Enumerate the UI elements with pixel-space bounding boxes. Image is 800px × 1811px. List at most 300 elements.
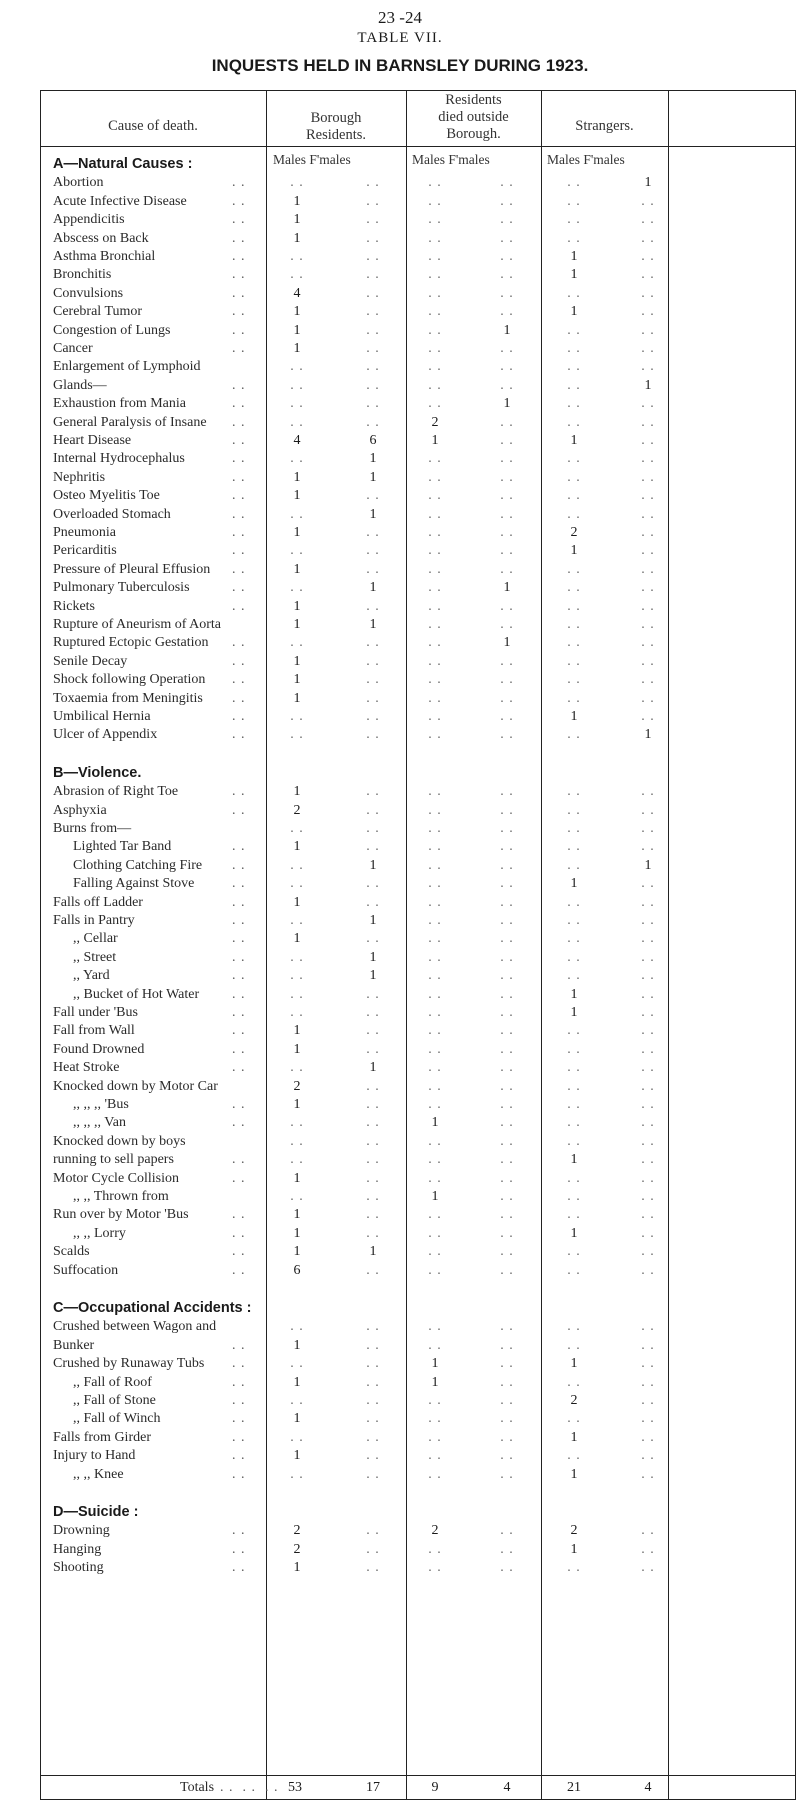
cell-outside-males: . .: [428, 1225, 442, 1241]
cell-borough-males: . .: [290, 968, 304, 984]
totals-borough-males: 53: [288, 1780, 302, 1795]
cell-strangers-females: . .: [641, 672, 655, 688]
cell-outside-males: . .: [428, 304, 442, 320]
table-row: [40, 285, 800, 302]
cell-outside-females: . .: [500, 1005, 514, 1020]
cell-strangers-males: . .: [567, 230, 581, 246]
cause-label: Abrasion of Right Toe: [53, 784, 179, 800]
cell-borough-males: 1: [293, 1448, 301, 1464]
cell-outside-males: . .: [428, 285, 442, 301]
cell-outside-males: . .: [428, 672, 442, 688]
cell-outside-females: . .: [500, 894, 514, 910]
section-title: B—Violence.: [53, 764, 142, 781]
cause-label: Injury to Hand: [53, 1448, 136, 1464]
cell-borough-females: 1: [369, 949, 377, 965]
cause-label: Asphyxia: [53, 802, 107, 818]
table-row: [40, 1022, 800, 1039]
cell-outside-males: 1: [431, 1189, 439, 1204]
cell-borough-females: . .: [366, 727, 380, 743]
cause-label: ,, Fall of Winch: [73, 1411, 161, 1427]
table-row: [40, 211, 800, 228]
table-row: [40, 598, 800, 615]
cell-strangers-females: . .: [641, 709, 655, 724]
dot-leader: . .: [232, 175, 246, 191]
cell-borough-females: . .: [366, 1411, 380, 1427]
dot-leader: . .: [232, 653, 246, 669]
cell-strangers-males: 1: [570, 1429, 578, 1445]
table-row: [40, 820, 800, 837]
cell-borough-males: . .: [290, 1152, 304, 1168]
cell-outside-females: . .: [500, 1041, 514, 1057]
cell-outside-females: . .: [500, 1170, 514, 1186]
cell-strangers-males: . .: [567, 1023, 581, 1039]
dot-leader: . .: [232, 1541, 246, 1557]
cell-strangers-males: . .: [567, 341, 581, 356]
cell-outside-females: . .: [500, 1374, 514, 1390]
cell-borough-males: 4: [293, 285, 301, 301]
cell-strangers-females: . .: [641, 561, 655, 577]
dot-leader: . .: [232, 690, 246, 706]
cell-strangers-females: . .: [641, 635, 655, 651]
cell-borough-males: 1: [293, 1041, 301, 1057]
cell-strangers-males: 1: [570, 267, 578, 283]
cell-strangers-males: . .: [567, 1411, 581, 1427]
cell-strangers-males: . .: [567, 1133, 581, 1149]
cell-outside-males: . .: [428, 1078, 442, 1094]
cell-borough-females: . .: [366, 1170, 380, 1186]
cell-borough-females: . .: [366, 212, 380, 228]
table-row: [40, 1355, 800, 1372]
cell-borough-males: 1: [293, 525, 301, 540]
table-row: [40, 1410, 800, 1427]
cell-outside-females: 1: [503, 396, 511, 412]
cell-borough-males: 1: [293, 1244, 301, 1260]
cause-label: running to sell papers: [53, 1152, 174, 1168]
table-row: [40, 322, 800, 339]
cell-outside-females: . .: [500, 1448, 514, 1464]
cell-outside-males: . .: [428, 709, 442, 724]
cell-borough-males: . .: [290, 377, 304, 393]
totals-strangers-females: 4: [644, 1780, 652, 1795]
cause-label: Osteo Myelitis Toe: [53, 488, 160, 504]
table-row: [40, 542, 800, 559]
cell-outside-females: . .: [500, 1060, 514, 1076]
cell-strangers-females: 1: [644, 727, 652, 743]
cause-label: Suffocation: [53, 1262, 119, 1278]
cell-outside-females: 1: [503, 580, 511, 596]
cause-label: Shooting: [53, 1560, 104, 1576]
cell-strangers-females: . .: [641, 1448, 655, 1464]
cell-borough-males: 1: [293, 561, 301, 577]
totals-leader: . . . . . .: [220, 1780, 279, 1795]
cell-strangers-females: . .: [641, 1374, 655, 1390]
cell-outside-females: . .: [500, 249, 514, 264]
cell-strangers-males: 1: [570, 1356, 578, 1372]
table-row: [40, 414, 800, 431]
cell-strangers-females: . .: [641, 506, 655, 522]
cell-outside-females: . .: [500, 285, 514, 301]
cell-outside-males: . .: [428, 690, 442, 706]
table-row: [40, 358, 800, 375]
cause-label: Crushed by Runaway Tubs: [53, 1356, 205, 1372]
dot-leader: . .: [232, 322, 246, 338]
cell-borough-males: . .: [290, 1115, 304, 1131]
cell-strangers-males: . .: [567, 580, 581, 596]
cell-borough-males: . .: [290, 1356, 304, 1372]
table-row: [40, 561, 800, 578]
cell-outside-females: . .: [500, 469, 514, 485]
cell-strangers-males: . .: [567, 1244, 581, 1260]
dot-leader: . .: [232, 1356, 246, 1372]
cell-borough-females: . .: [366, 1133, 380, 1149]
cause-label: Overloaded Stomach: [53, 506, 171, 522]
dot-leader: . .: [232, 433, 246, 448]
cell-strangers-females: . .: [641, 1319, 655, 1335]
cell-strangers-females: . .: [641, 1170, 655, 1186]
cell-borough-females: 1: [369, 451, 377, 467]
table-row: [40, 690, 800, 707]
totals-top-rule: [40, 1775, 795, 1776]
cell-borough-males: . .: [290, 635, 304, 651]
dot-leader: . .: [232, 267, 246, 283]
cell-strangers-females: . .: [641, 894, 655, 910]
dot-leader: . .: [232, 1523, 246, 1539]
cell-strangers-males: . .: [567, 968, 581, 984]
table-row: [40, 469, 800, 486]
dot-leader: . .: [232, 1023, 246, 1039]
cell-strangers-males: 1: [570, 1466, 578, 1482]
cell-borough-females: . .: [366, 1523, 380, 1539]
cell-borough-females: 1: [369, 968, 377, 984]
table-row: [40, 671, 800, 688]
cell-outside-females: . .: [500, 653, 514, 669]
table-row: [40, 857, 800, 874]
cell-outside-females: . .: [500, 931, 514, 947]
cell-borough-females: . .: [366, 894, 380, 910]
cell-outside-males: . .: [428, 1393, 442, 1408]
cause-label: Appendicitis: [53, 212, 125, 228]
table-row: [40, 1078, 800, 1095]
dot-leader: . .: [232, 876, 246, 892]
dot-leader: . .: [232, 506, 246, 522]
cell-outside-females: . .: [500, 1429, 514, 1445]
outside-column-header: [406, 92, 541, 143]
cell-outside-males: . .: [428, 1170, 442, 1186]
cell-outside-males: . .: [428, 949, 442, 965]
cell-strangers-females: . .: [641, 598, 655, 614]
cell-borough-males: . .: [290, 175, 304, 191]
cell-borough-males: 1: [293, 653, 301, 669]
bottom-rule: [40, 1799, 795, 1800]
cell-strangers-males: . .: [567, 913, 581, 928]
cell-borough-males: . .: [290, 709, 304, 724]
cell-strangers-females: . .: [641, 653, 655, 669]
cell-borough-females: . .: [366, 341, 380, 356]
cell-strangers-males: . .: [567, 377, 581, 393]
cell-outside-males: . .: [428, 1319, 442, 1335]
cell-outside-females: . .: [500, 230, 514, 246]
cell-strangers-males: . .: [567, 727, 581, 743]
table-row: [40, 1337, 800, 1354]
cell-strangers-males: 1: [570, 1225, 578, 1241]
cell-strangers-males: 1: [570, 249, 578, 264]
table-row: [40, 1206, 800, 1223]
cell-strangers-males: . .: [567, 469, 581, 485]
cause-label: Convulsions: [53, 285, 124, 301]
cell-borough-females: . .: [366, 1225, 380, 1241]
cell-outside-females: . .: [500, 1152, 514, 1168]
cell-borough-males: . .: [290, 1005, 304, 1020]
cell-borough-males: . .: [290, 414, 304, 430]
dot-leader: . .: [232, 839, 246, 855]
cell-outside-males: . .: [428, 561, 442, 577]
cause-label: Cancer: [53, 341, 93, 356]
cause-label: Scalds: [53, 1244, 90, 1260]
cause-label: Rickets: [53, 598, 95, 614]
dot-leader: . .: [232, 561, 246, 577]
cause-column-header: [40, 118, 266, 135]
cell-outside-females: . .: [500, 414, 514, 430]
cell-borough-females: . .: [366, 488, 380, 504]
cause-label: Falls in Pantry: [53, 913, 135, 928]
cell-outside-females: . .: [500, 1189, 514, 1204]
cell-outside-females: . .: [500, 433, 514, 448]
cell-outside-males: . .: [428, 1005, 442, 1020]
cell-strangers-females: . .: [641, 304, 655, 320]
table-row: [40, 894, 800, 911]
cell-strangers-females: . .: [641, 580, 655, 596]
table-row: [40, 1522, 800, 1539]
cell-strangers-females: . .: [641, 341, 655, 356]
cell-strangers-females: . .: [641, 1541, 655, 1557]
cell-strangers-males: 2: [570, 525, 578, 540]
cell-strangers-males: . .: [567, 617, 581, 632]
totals-row: [40, 1779, 800, 1796]
cell-borough-females: . .: [366, 193, 380, 209]
table-row: [40, 1059, 800, 1076]
totals-label: Totals: [180, 1780, 215, 1795]
cell-borough-females: . .: [366, 1429, 380, 1445]
cell-outside-females: . .: [500, 1225, 514, 1241]
cell-borough-females: 1: [369, 580, 377, 596]
cell-strangers-females: . .: [641, 396, 655, 412]
dot-leader: . .: [232, 414, 246, 430]
cell-strangers-females: . .: [641, 1060, 655, 1076]
dot-leader: . .: [232, 1429, 246, 1445]
cell-borough-males: . .: [290, 913, 304, 928]
cell-outside-males: . .: [428, 175, 442, 191]
cell-outside-males: . .: [428, 913, 442, 928]
dot-leader: . .: [232, 543, 246, 559]
cell-outside-males: . .: [428, 1337, 442, 1353]
cell-strangers-females: . .: [641, 525, 655, 540]
cause-label: Glands—: [53, 377, 107, 393]
cause-label: Falls from Girder: [53, 1429, 151, 1445]
cell-strangers-females: . .: [641, 1152, 655, 1168]
table-row: [40, 230, 800, 247]
cell-borough-females: . .: [366, 322, 380, 338]
cell-outside-females: . .: [500, 986, 514, 1002]
table-row: [40, 1170, 800, 1187]
cell-strangers-females: . .: [641, 1097, 655, 1112]
cell-borough-females: . .: [366, 414, 380, 430]
cell-borough-females: . .: [366, 986, 380, 1002]
table-row: [40, 912, 800, 929]
cell-outside-males: . .: [428, 1060, 442, 1076]
cell-strangers-females: . .: [641, 1411, 655, 1427]
cell-strangers-males: . .: [567, 1041, 581, 1057]
strangers-subheader: Males F'males: [547, 152, 625, 167]
cell-strangers-males: 1: [570, 876, 578, 892]
cause-label: Ruptured Ectopic Gestation: [53, 635, 209, 651]
table-row: [40, 524, 800, 541]
cell-borough-females: . .: [366, 1337, 380, 1353]
cell-strangers-females: . .: [641, 1041, 655, 1057]
table-row: [40, 986, 800, 1003]
cause-label: Asthma Bronchial: [53, 249, 156, 264]
cell-strangers-females: . .: [641, 1133, 655, 1149]
cell-strangers-males: 1: [570, 1005, 578, 1020]
inquest-table: [40, 90, 800, 1801]
cell-outside-males: . .: [428, 543, 442, 559]
cell-strangers-males: . .: [567, 1374, 581, 1390]
cell-outside-females: . .: [500, 1411, 514, 1427]
cell-borough-females: 6: [369, 433, 377, 448]
cell-outside-females: . .: [500, 949, 514, 965]
table-row: [40, 1096, 800, 1113]
cause-label: ,, ,, Thrown from: [73, 1189, 169, 1204]
cell-strangers-males: . .: [567, 894, 581, 910]
cell-strangers-males: . .: [567, 359, 581, 375]
cell-strangers-males: . .: [567, 1207, 581, 1223]
cause-label: ,, Cellar: [73, 931, 118, 947]
cell-borough-males: . .: [290, 1133, 304, 1149]
cell-borough-females: . .: [366, 1078, 380, 1094]
dot-leader: . .: [232, 249, 246, 264]
cell-strangers-females: . .: [641, 1262, 655, 1278]
cell-outside-females: . .: [500, 857, 514, 873]
cell-borough-males: 1: [293, 488, 301, 504]
cell-strangers-males: . .: [567, 1078, 581, 1094]
dot-leader: . .: [232, 1097, 246, 1112]
cell-strangers-males: . .: [567, 857, 581, 873]
cell-borough-males: 1: [293, 1560, 301, 1576]
cause-label: Abscess on Back: [53, 230, 149, 246]
cause-header-label: Cause of death.: [108, 118, 198, 134]
page-heading: INQUESTS HELD IN BARNSLEY DURING 1923.: [211, 56, 589, 75]
cell-strangers-males: . .: [567, 561, 581, 577]
cell-borough-males: 1: [293, 322, 301, 338]
cell-strangers-males: . .: [567, 802, 581, 818]
cell-strangers-males: . .: [567, 1060, 581, 1076]
cause-label: ,, Street: [73, 949, 117, 965]
dot-leader: . .: [232, 377, 246, 393]
cell-outside-females: . .: [500, 1262, 514, 1278]
cell-outside-females: . .: [500, 1115, 514, 1131]
table-row: [40, 174, 800, 191]
totals-borough-females: 17: [366, 1780, 380, 1795]
cause-label: Toxaemia from Meningitis: [53, 690, 203, 706]
cell-borough-males: 6: [293, 1262, 301, 1278]
cell-borough-males: 1: [293, 690, 301, 706]
cell-outside-females: . .: [500, 506, 514, 522]
cell-borough-males: . .: [290, 543, 304, 559]
cause-label: Falling Against Stove: [73, 876, 195, 892]
cell-outside-males: . .: [428, 839, 442, 855]
cell-strangers-females: . .: [641, 249, 655, 264]
cause-label: Knocked down by boys: [53, 1133, 186, 1149]
cause-label: Senile Decay: [53, 653, 128, 669]
cell-borough-females: . .: [366, 1005, 380, 1020]
cell-strangers-females: . .: [641, 1523, 655, 1539]
dot-leader: . .: [232, 488, 246, 504]
cell-strangers-females: . .: [641, 968, 655, 984]
cell-outside-females: . .: [500, 267, 514, 283]
cause-label: Motor Cycle Collision: [53, 1170, 179, 1186]
cell-strangers-females: . .: [641, 821, 655, 836]
cell-strangers-females: . .: [641, 1078, 655, 1094]
table-row: [40, 1374, 800, 1391]
cell-strangers-males: . .: [567, 396, 581, 412]
page-number: 23 -24: [378, 8, 422, 27]
cell-strangers-males: . .: [567, 506, 581, 522]
cell-borough-males: 1: [293, 672, 301, 688]
dot-leader: . .: [232, 598, 246, 614]
table-row: [40, 506, 800, 523]
table-row: [40, 1429, 800, 1446]
cell-outside-females: . .: [500, 1541, 514, 1557]
cell-borough-males: . .: [290, 876, 304, 892]
cell-strangers-males: . .: [567, 322, 581, 338]
cell-borough-females: . .: [366, 1207, 380, 1223]
cell-borough-females: . .: [366, 1466, 380, 1482]
cell-strangers-females: 1: [644, 857, 652, 873]
cause-label: ,, Fall of Stone: [73, 1393, 156, 1408]
cause-label: Crushed between Wagon and: [53, 1319, 217, 1335]
cell-outside-females: . .: [500, 672, 514, 688]
cell-borough-females: . .: [366, 561, 380, 577]
table-row: [40, 1318, 800, 1335]
cause-label: Drowning: [53, 1523, 110, 1539]
cause-label: Hanging: [53, 1541, 102, 1557]
cell-outside-females: . .: [500, 690, 514, 706]
dot-leader: . .: [232, 580, 246, 596]
cell-borough-males: 2: [293, 1541, 301, 1557]
cell-borough-males: 1: [293, 193, 301, 209]
cell-outside-males: . .: [428, 1560, 442, 1576]
cell-strangers-females: . .: [641, 913, 655, 928]
cell-outside-males: . .: [428, 968, 442, 984]
cell-outside-males: . .: [428, 322, 442, 338]
cell-strangers-females: . .: [641, 802, 655, 818]
dot-leader: . .: [232, 193, 246, 209]
cause-label: Clothing Catching Fire: [73, 857, 203, 873]
cell-outside-females: . .: [500, 1337, 514, 1353]
cause-label: Cerebral Tumor: [53, 304, 143, 320]
cell-borough-males: 1: [293, 1374, 301, 1390]
cell-strangers-females: . .: [641, 1393, 655, 1408]
table-row: [40, 1541, 800, 1558]
cell-outside-males: 1: [431, 1374, 439, 1390]
cell-outside-males: . .: [428, 1207, 442, 1223]
dot-leader: . .: [232, 1005, 246, 1020]
cell-outside-females: . .: [500, 1133, 514, 1149]
cell-strangers-females: . .: [641, 1115, 655, 1131]
table-row: [40, 450, 800, 467]
cell-borough-females: . .: [366, 377, 380, 393]
dot-leader: . .: [232, 469, 246, 485]
cause-label: Run over by Motor 'Bus: [53, 1207, 189, 1223]
